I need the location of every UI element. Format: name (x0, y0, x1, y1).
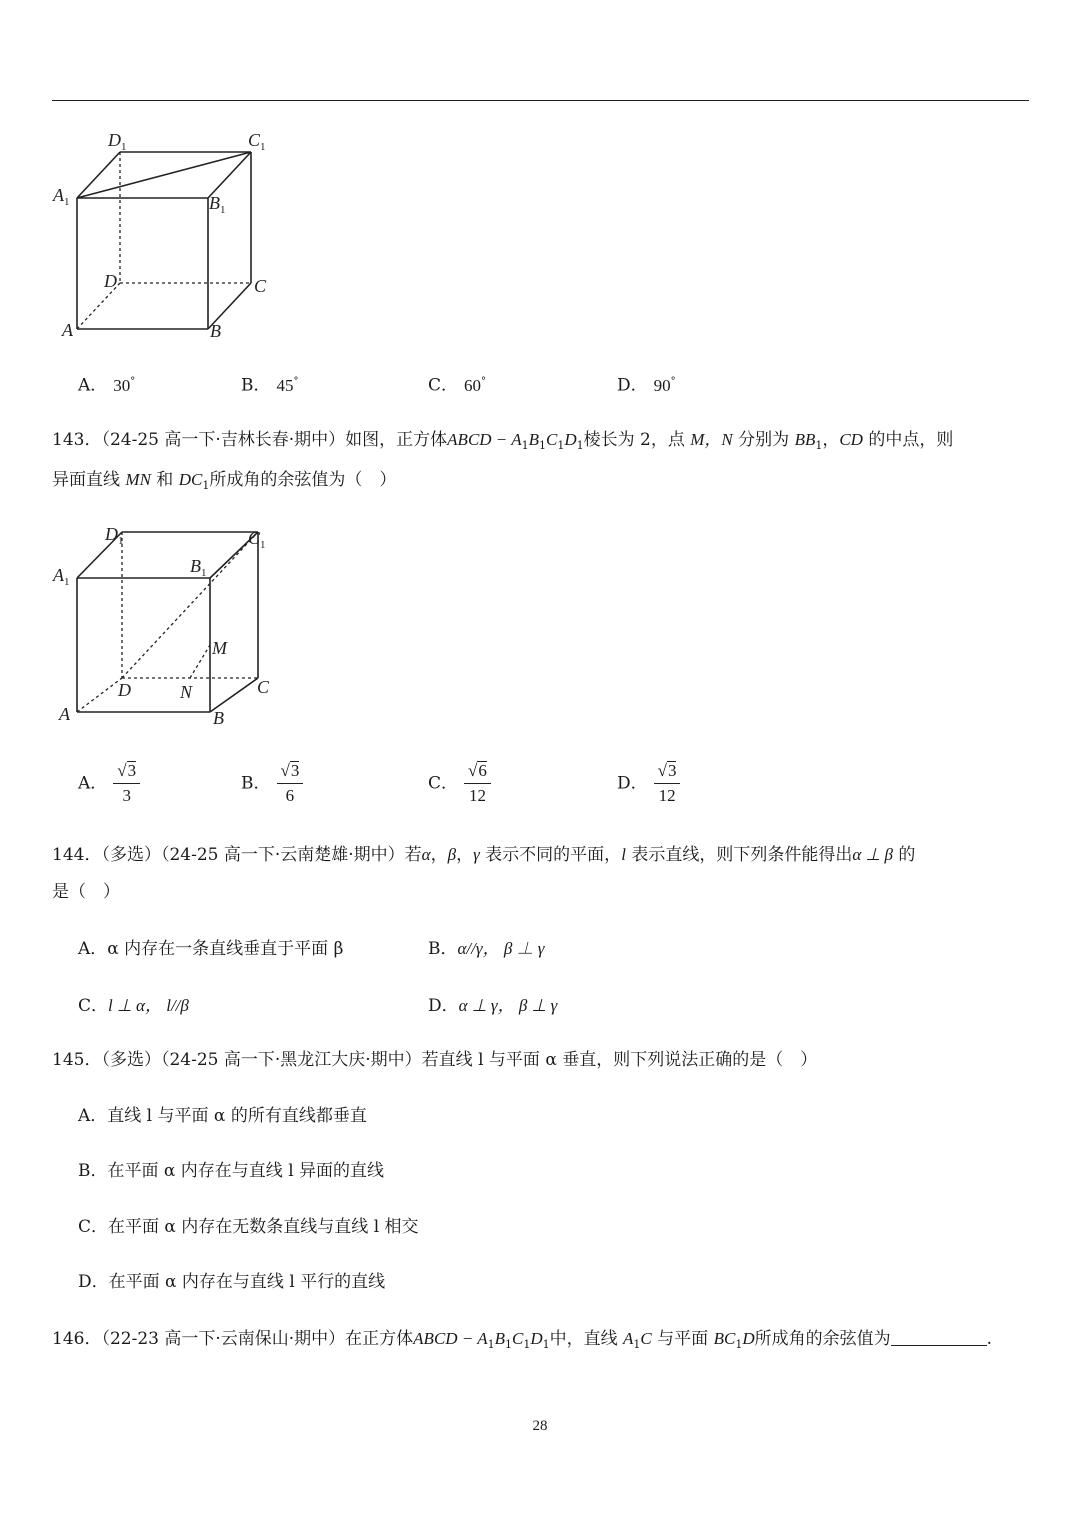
q142-option-a[interactable]: A． 30° (78, 375, 136, 396)
page-number: 28 (532, 1418, 548, 1434)
q143-option-b[interactable]: B． $\frac{√3}{6}$ (241, 760, 303, 807)
answer-blank[interactable] (891, 1327, 987, 1346)
q142-option-c[interactable]: C． 60° (428, 375, 487, 396)
q144-option-b[interactable]: B．α//γ， β ⊥ γ (428, 939, 545, 959)
label-a: A (62, 320, 73, 340)
label-c: C (254, 276, 267, 296)
diagonal-a1c1 (77, 152, 251, 198)
q145-option-c[interactable]: C．在平面 α 内存在无数条直线与直线 l 相交 (78, 1217, 419, 1237)
q145-option-b[interactable]: B．在平面 α 内存在与直线 l 异面的直线 (78, 1161, 385, 1181)
segment-mn (190, 645, 210, 678)
label-a1: $A_1$ (53, 185, 70, 208)
edge-a1d1 (77, 152, 120, 198)
q146-stem: 146．（22-23 高一下·云南保山·期中）在正方体ABCD − $A_1B_1C_1D_1$中，直线 $A_1C$ 与平面 $BC_1D$所成角的余弦值为 . (52, 1329, 992, 1351)
hidden-edge-ad (77, 678, 122, 712)
q143-stem-line1: 143．（24-25 高一下·吉林长春·期中）如图，正方体ABCD − $A_1B_1C_1D_1$棱长为 2，点 M，N 分别为 $BB_1$，CD 的中点，则 (52, 430, 954, 452)
cube-figure-1 (50, 128, 290, 343)
label-d1: $D_1$ (105, 524, 124, 547)
label-d: D (118, 680, 131, 700)
label-b1: $B_1$ (209, 193, 226, 216)
segment-dc1 (122, 532, 258, 678)
label-d1: $D_1$ (108, 130, 127, 153)
label-c: C (257, 677, 270, 697)
cube-figure-2 (50, 522, 290, 737)
q144-stem-line2: 是（ ） (52, 882, 120, 902)
label-b1: $B_1$ (190, 556, 207, 579)
q144-stem-line1: 144．（多选）（24-25 高一下·云南楚雄·期中）若α，β，γ 表示不同的平面，l 表示直线，则下列条件能得出α ⊥ β 的 (52, 845, 916, 865)
q143-option-d[interactable]: D． $\frac{√3}{12}$ (617, 760, 680, 807)
label-a1: $A_1$ (53, 565, 70, 588)
label-c1: $C_1$ (248, 130, 266, 153)
header-divider (52, 100, 1029, 101)
q144-option-d[interactable]: D．α ⊥ γ， β ⊥ γ (428, 996, 558, 1016)
q145-option-d[interactable]: D．在平面 α 内存在与直线 l 平行的直线 (78, 1272, 386, 1292)
q143-stem-line2: 异面直线 MN 和 $DC_1$所成角的余弦值为（ ） (52, 470, 397, 492)
label-n: N (180, 682, 193, 702)
q142-option-d[interactable]: D． 90° (617, 375, 676, 396)
label-b: B (213, 708, 224, 728)
label-c1: $C_1$ (248, 528, 266, 551)
edge-b1c1 (208, 152, 251, 198)
q143-option-a[interactable]: A． $\frac{√3}{3}$ (78, 760, 140, 807)
label-b: B (210, 321, 221, 341)
q145-stem: 145．（多选）（24-25 高一下·黑龙江大庆·期中）若直线 l 与平面 α 垂直，则下列说法正确的是（ ） (52, 1050, 818, 1070)
q144-option-a[interactable]: A．α 内存在一条直线垂直于平面 β (78, 939, 344, 959)
q144-option-c[interactable]: C．l ⊥ α， l//β (78, 996, 189, 1016)
label-d: D (104, 271, 117, 291)
label-m: M (212, 638, 227, 658)
q142-option-b[interactable]: B． 45° (241, 375, 299, 396)
q143-option-c[interactable]: C． $\frac{√6}{12}$ (428, 760, 491, 807)
label-a: A (59, 704, 70, 724)
q145-option-a[interactable]: A．直线 l 与平面 α 的所有直线都垂直 (78, 1106, 367, 1126)
